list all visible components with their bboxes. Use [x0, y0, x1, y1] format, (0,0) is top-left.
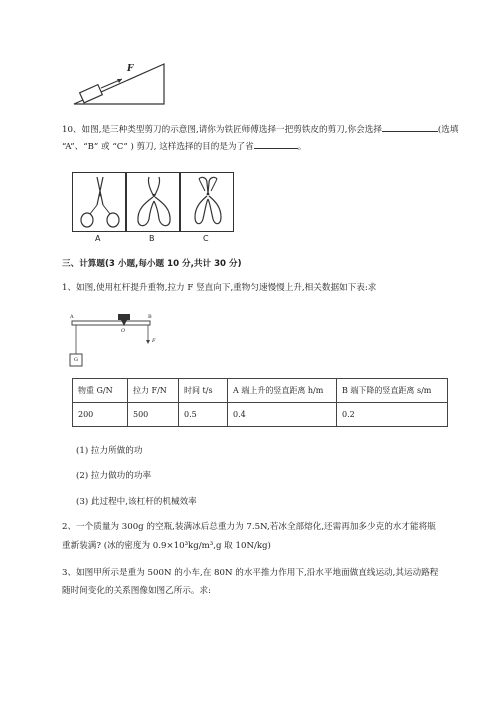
scissors-b-figure — [126, 172, 180, 232]
table-cell: 0.2 — [337, 403, 448, 427]
table-cell: 200 — [73, 403, 128, 427]
lever-label-a: A — [70, 314, 74, 320]
table-header-cell: 拉力 F/N — [128, 379, 179, 403]
q10-line2 — [62, 139, 306, 153]
q10-blank-1[interactable] — [382, 122, 438, 132]
table-cell: 0.4 — [228, 403, 337, 427]
q10-line1 — [62, 122, 458, 136]
table-header-cell: A 端上升的竖直距离 h/m — [228, 379, 337, 403]
scissors-c-label: C — [203, 234, 209, 243]
scissors-b-icon — [127, 173, 179, 231]
table-row — [73, 403, 448, 427]
table-header-cell: B 端下降的竖直距离 s/m — [337, 379, 448, 403]
q10-line1-pre: 10、如图,是三种类型剪刀的示意图,请你为铁匠师傅选择一把剪铁皮的剪刀,你会选择 — [62, 125, 382, 135]
q1-sub3: (3) 此过程中,该杠杆的机械效率 — [76, 497, 197, 507]
scissors-a-figure — [72, 172, 126, 232]
q1-sub1: (1) 拉力所做的功 — [76, 446, 143, 456]
table-header-cell: 物重 G/N — [73, 379, 128, 403]
q1-data-table — [72, 378, 448, 427]
q3-line2: 随时间变化的关系图像如图乙所示。求: — [62, 586, 211, 596]
q10-line1-post: (选填 — [437, 125, 459, 135]
section-3-heading: 三、计算题(3 小题,每小题 10 分,共计 30 分) — [62, 259, 242, 269]
q10-line2-pre: “A”、“B” 或 “C” ) 剪刀, 这样选择的目的是为了省 — [62, 142, 254, 152]
scissors-c-icon — [181, 173, 233, 231]
table-header-cell: 时间 t/s — [179, 379, 228, 403]
table-cell: 0.5 — [179, 403, 228, 427]
lever-label-g: G — [74, 357, 78, 363]
scissors-b-label: B — [149, 234, 155, 243]
table-header-row — [73, 379, 448, 403]
q2-line1: 2、一个质量为 300g 的空瓶,装满冰后总重力为 7.5N,若冰全部熔化,还需再加多少克的水才能将瓶 — [62, 522, 436, 532]
q3-line1: 3、如图甲所示是重为 500N 的小车,在 80N 的水平推力作用下,沿水平地面做直线运动,其运动路程 — [62, 568, 439, 578]
q10-blank-2[interactable] — [254, 139, 298, 149]
force-label: F — [127, 64, 134, 74]
lever-label-b: B — [148, 314, 152, 320]
q1-stem: 1、如图,使用杠杆提升重物,拉力 F 竖直向下,重物匀速慢慢上升,相关数据如下表:求 — [62, 283, 377, 293]
lever-label-f: F — [152, 338, 156, 344]
table-cell: 500 — [128, 403, 179, 427]
q1-sub2: (2) 拉力做功的功率 — [76, 471, 152, 481]
lever-figure — [68, 308, 160, 370]
incline-figure — [70, 58, 170, 108]
q2-line2: 重新装满? (冰的密度为 0.9×10³kg/m³,g 取 10N/kg) — [62, 541, 271, 551]
scissors-a-icon — [73, 173, 125, 231]
q10-line2-post: 。 — [297, 142, 307, 152]
scissors-c-figure — [180, 172, 234, 232]
scissors-a-label: A — [95, 234, 101, 243]
lever-label-o: O — [121, 328, 126, 334]
